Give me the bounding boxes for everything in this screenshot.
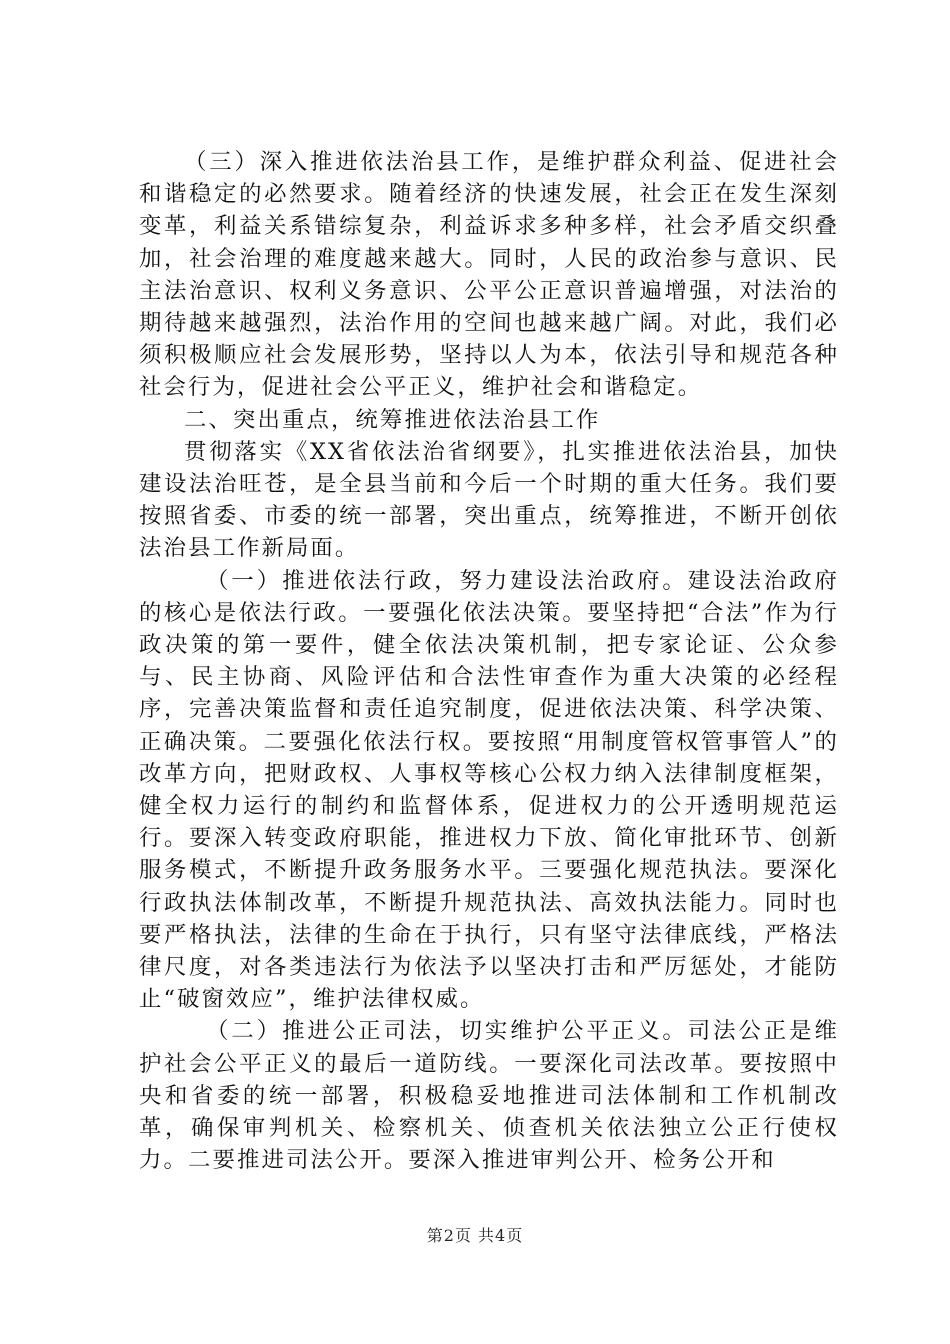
paragraph-intro: 贯彻落实《XX省依法治省纲要》，扎实推进依法治县，加快建设法治旺苍，是全县当前和今后一个时期的重大任务。我们要按照省委、市委的统一部署，突出重点，统筹推进，不断开创依法治县工作新局面。 [139, 438, 839, 562]
page-footer: 第2页 共4页 [426, 1226, 524, 1245]
document-body [139, 146, 839, 1177]
paragraph-subsection-1: （一）推进依法行政，努力建设法治政府。建设法治政府的核心是依法行政。一要强化依法决策。要坚持把“合法”作为行政决策的第一要件，健全依法决策机制，把专家论证、公众参与、民主协商、风险评估和合法性审查作为重大决策的必经程序，完善决策监督和责任追究制度，促进依法决策、科学决策、正确决策。二要强化依法行权。要按照“用制度管权管事管人”的改革方向，把财政权、人事权等核心公权力纳入法律制度框架，健全权力运行的制约和监督体系，促进权力的公开透明规范运行。要深入转变政府职能，推进权力下放、简化审批环节、创新服务模式，不断提升政务服务水平。三要强化规范执法。要深化行政执法体制改革，不断提升规范执法、高效执法能力。同时也要严格执法，法律的生命在于执行，只有坚守法律底线，严格法律尺度，对各类违法行为依法予以坚决打击和严厉惩处，才能防止“破窗效应”，维护法律权威。 [139, 567, 839, 1013]
paragraph-subsection-2: （二）推进公正司法，切实维护公平正义。司法公正是维护社会公平正义的最后一道防线。一要深化司法改革。要按照中央和省委的统一部署，积极稳妥地推进司法体制和工作机制改革，确保审判机关、检察机关、侦查机关依法独立公正行使权力。二要推进司法公开。要深入推进审判公开、检务公开和 [139, 1018, 839, 1174]
section-heading-2: 二、突出重点，统筹推进依法治县工作 [184, 406, 601, 433]
paragraph-section-3: （三）深入推进依法治县工作，是维护群众利益、促进社会和谐稳定的必然要求。随着经济的快速发展，社会正在发生深刻变革，利益关系错综复杂，利益诉求多种多样，社会矛盾交织叠加，社会治理的难度越来越大。同时，人民的政治参与意识、民主法治意识、权利义务意识、公平公正意识普遍增强，对法治的期待越来越强烈，法治作用的空间也越来越广阔。对此，我们必须积极顺应社会发展形势，坚持以人为本，依法引导和规范各种社会行为，促进社会公平正义，维护社会和谐稳定。 [139, 149, 839, 401]
